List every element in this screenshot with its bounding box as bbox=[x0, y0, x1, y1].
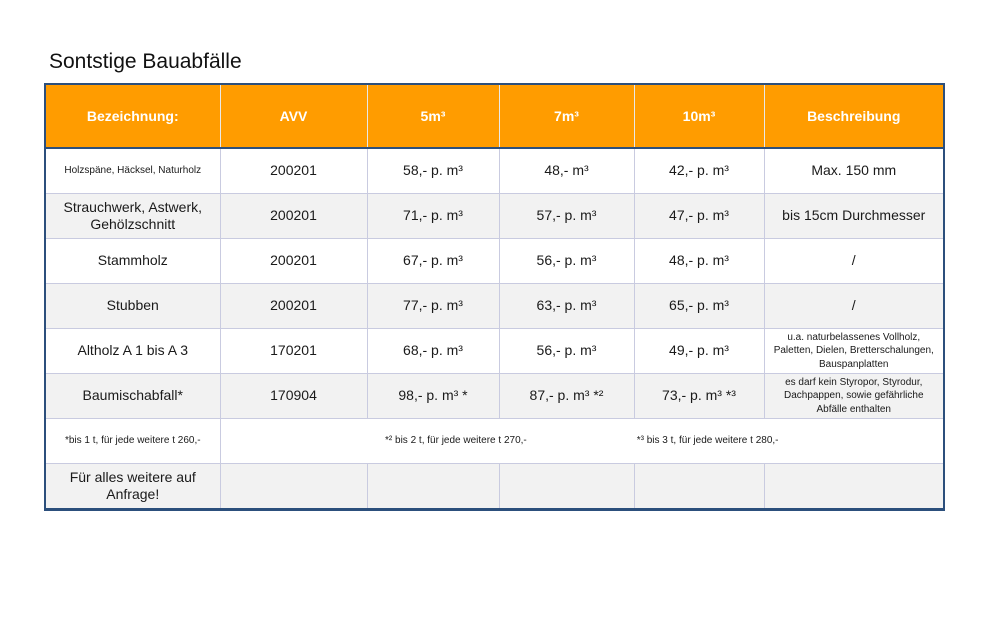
cell-price-10: 73,- p. m³ *³ bbox=[634, 374, 764, 419]
table-row bbox=[45, 148, 944, 194]
footnote-1: *bis 1 t, für jede weitere t 260,- bbox=[45, 419, 220, 464]
cell-name: Altholz A 1 bis A 3 bbox=[45, 329, 220, 374]
header-bezeichnung: Bezeichnung: bbox=[45, 84, 220, 148]
cell-empty bbox=[220, 464, 367, 510]
cell-name: Stammholz bbox=[45, 239, 220, 284]
cell-empty bbox=[764, 464, 944, 510]
price-table bbox=[44, 83, 945, 511]
cell-price-5: 58,- p. m³ bbox=[367, 148, 499, 194]
cell-anfrage: Für alles weitere auf Anfrage! bbox=[45, 464, 220, 510]
cell-price-5: 71,- p. m³ bbox=[367, 194, 499, 239]
cell-empty bbox=[634, 464, 764, 510]
cell-name: Strauchwerk, Astwerk, Gehölzschnitt bbox=[45, 194, 220, 239]
page-title: Sontstige Bauabfälle bbox=[49, 50, 242, 73]
table-row bbox=[45, 374, 944, 419]
cell-avv: 200201 bbox=[220, 284, 367, 329]
cell-empty bbox=[367, 464, 499, 510]
cell-desc: / bbox=[764, 239, 944, 284]
cell-price-10: 48,- p. m³ bbox=[634, 239, 764, 284]
cell-name: Baumischabfall* bbox=[45, 374, 220, 419]
cell-avv: 200201 bbox=[220, 239, 367, 284]
cell-desc: bis 15cm Durchmesser bbox=[764, 194, 944, 239]
cell-empty bbox=[499, 464, 634, 510]
cell-price-5: 67,- p. m³ bbox=[367, 239, 499, 284]
table-row bbox=[45, 329, 944, 374]
cell-avv: 200201 bbox=[220, 148, 367, 194]
footnote-row bbox=[45, 419, 944, 464]
table-row bbox=[45, 284, 944, 329]
table-row bbox=[45, 464, 944, 510]
cell-name: Holzspäne, Häcksel, Naturholz bbox=[45, 148, 220, 194]
header-10m3: 10m³ bbox=[634, 84, 764, 148]
cell-price-10: 49,- p. m³ bbox=[634, 329, 764, 374]
cell-avv: 170904 bbox=[220, 374, 367, 419]
cell-price-10: 42,- p. m³ bbox=[634, 148, 764, 194]
footnote-2: *² bis 2 t, für jede weitere t 270,- bbox=[385, 434, 527, 446]
footnote-3: *³ bis 3 t, für jede weitere t 280,- bbox=[636, 434, 779, 446]
cell-price-7: 56,- p. m³ bbox=[499, 239, 634, 284]
table-row bbox=[45, 194, 944, 239]
cell-desc: u.a. naturbelassenes Vollholz, Paletten, Dielen, Bretterschalungen, Bauspanplatten bbox=[764, 329, 944, 374]
cell-price-7: 57,- p. m³ bbox=[499, 194, 634, 239]
cell-name: Stubben bbox=[45, 284, 220, 329]
cell-desc: es darf kein Styropor, Styrodur, Dachpappen, sowie gefährliche Abfälle enthalten bbox=[764, 374, 944, 419]
cell-price-5: 98,- p. m³ * bbox=[367, 374, 499, 419]
table-row bbox=[45, 239, 944, 284]
header-7m3: 7m³ bbox=[499, 84, 634, 148]
header-5m3: 5m³ bbox=[367, 84, 499, 148]
cell-price-10: 47,- p. m³ bbox=[634, 194, 764, 239]
footnote-cell bbox=[220, 419, 944, 464]
cell-price-7: 56,- p. m³ bbox=[499, 329, 634, 374]
cell-price-5: 68,- p. m³ bbox=[367, 329, 499, 374]
header-beschreibung: Beschreibung bbox=[764, 84, 944, 148]
cell-price-7: 48,- m³ bbox=[499, 148, 634, 194]
cell-price-7: 87,- p. m³ *² bbox=[499, 374, 634, 419]
cell-desc: / bbox=[764, 284, 944, 329]
header-row bbox=[45, 84, 944, 148]
cell-avv: 170201 bbox=[220, 329, 367, 374]
cell-price-7: 63,- p. m³ bbox=[499, 284, 634, 329]
cell-price-10: 65,- p. m³ bbox=[634, 284, 764, 329]
cell-avv: 200201 bbox=[220, 194, 367, 239]
cell-desc: Max. 150 mm bbox=[764, 148, 944, 194]
header-avv: AVV bbox=[220, 84, 367, 148]
cell-price-5: 77,- p. m³ bbox=[367, 284, 499, 329]
